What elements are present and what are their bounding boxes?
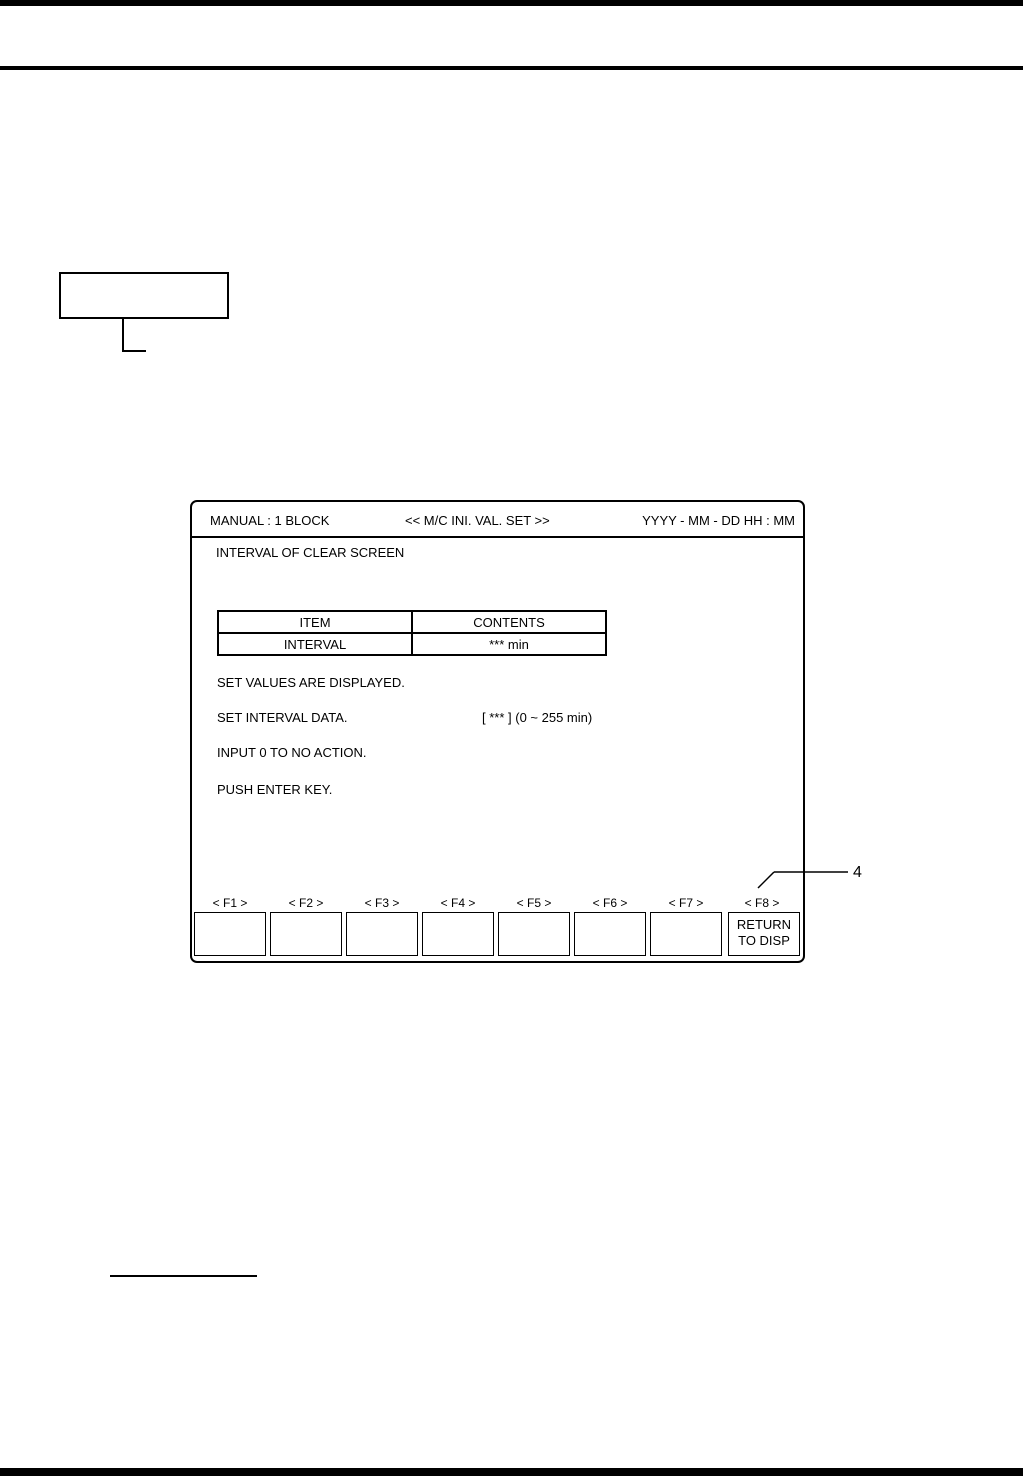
screen-title: << M/C INI. VAL. SET >> <box>405 513 550 528</box>
table-header-cell: ITEM <box>218 611 412 633</box>
table-cell[interactable]: *** min <box>412 633 606 655</box>
callout-number: 4 <box>853 864 862 881</box>
table-header-cell: CONTENTS <box>412 611 606 633</box>
hint-message: INPUT 0 TO NO ACTION. <box>217 745 367 760</box>
interval-input-field[interactable]: [ *** ] (0 ~ 255 min) <box>482 710 593 725</box>
callout-leader-diagonal <box>758 872 774 888</box>
table-cell: INTERVAL <box>218 633 412 655</box>
f4-label: < F4 > <box>440 896 476 910</box>
f6-label: < F6 > <box>592 896 628 910</box>
f8-label: < F8 > <box>744 896 780 910</box>
f1-label: < F1 > <box>212 896 248 910</box>
enter-message: PUSH ENTER KEY. <box>217 782 333 797</box>
bottom-rule <box>0 1468 1023 1476</box>
mode-indicator: MANUAL : 1 BLOCK <box>210 513 330 528</box>
section-title: INTERVAL OF CLEAR SCREEN <box>216 545 405 560</box>
prompt-message: SET INTERVAL DATA. <box>217 710 348 725</box>
f5-label: < F5 > <box>516 896 552 910</box>
f7-label: < F7 > <box>668 896 704 910</box>
footnote-rule <box>110 1275 257 1277</box>
return-button-line1: RETURN <box>736 917 792 932</box>
f3-label: < F3 > <box>364 896 400 910</box>
f2-label: < F2 > <box>288 896 324 910</box>
datetime-display: YYYY - MM - DD HH : MM <box>642 513 795 528</box>
return-button-line2: TO DISP <box>738 933 790 948</box>
status-message: SET VALUES ARE DISPLAYED. <box>217 675 405 690</box>
